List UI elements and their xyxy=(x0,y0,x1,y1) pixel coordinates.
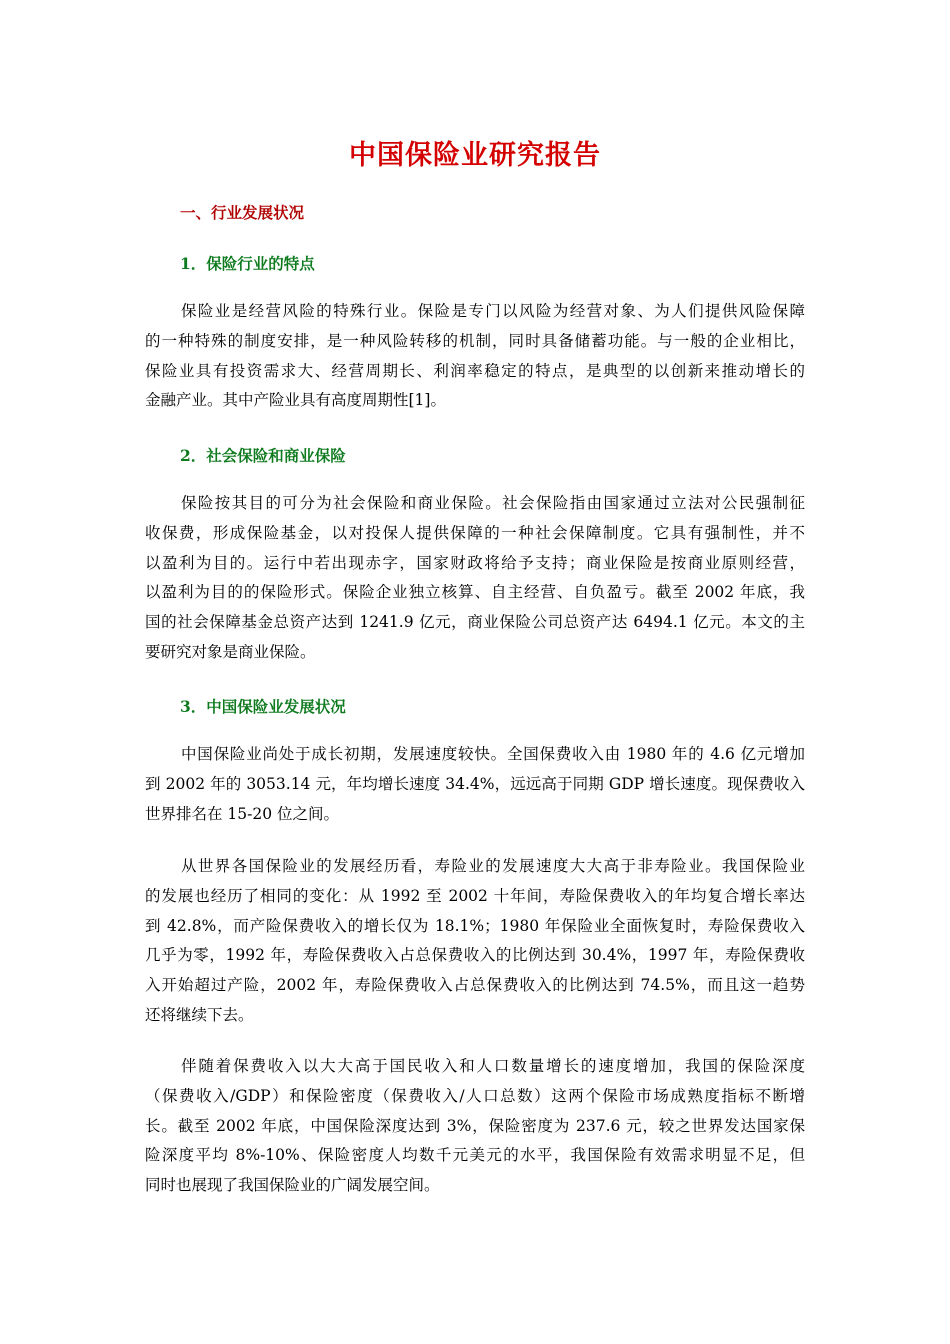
paragraph-line: 从世界各国保险业的发展经历看，寿险业的发展速度大大高于非寿险业。我国保险业 xyxy=(181,857,805,875)
paragraph-line: 还将继续下去。 xyxy=(145,1005,254,1024)
paragraph xyxy=(145,852,805,1031)
paragraph-line: 伴随着保费收入以大大高于国民收入和人口数量增长的速度增加，我国的保险深度 xyxy=(181,1057,805,1075)
paragraph-line: 入开始超过产险，2002 年，寿险保费收入占总保费收入的比例达到 74.5%，而且这一趋势 xyxy=(145,976,805,995)
document-title: 中国保险业研究报告 xyxy=(349,140,601,171)
paragraph-line: 世界排名在 15-20 位之间。 xyxy=(145,804,340,823)
paragraph xyxy=(145,1052,805,1201)
paragraph-line: 收保费，形成保险基金，以对投保人提供保障的一种社会保障制度。它具有强制性，并不 xyxy=(145,523,805,542)
paragraph-line: 险深度平均 8%-10%、保险密度人均数千元美元的水平，我国保险有效需求明显不足，但 xyxy=(145,1146,805,1165)
subsection-heading: 1．保险行业的特点 xyxy=(180,254,315,273)
paragraph-line: 以盈利为目的的保险形式。保险企业独立核算、自主经营、自负盈亏。截至 2002 年底，我 xyxy=(145,583,805,602)
paragraph xyxy=(145,297,805,416)
paragraph-line: 的发展也经历了相同的变化：从 1992 至 2002 十年间，寿险保费收入的年均复合增长率达 xyxy=(145,886,805,905)
paragraph-line: 以盈利为目的。运行中若出现赤字，国家财政将给予支持；商业保险是按商业原则经营， xyxy=(145,553,805,572)
paragraph xyxy=(145,740,805,829)
subsection-heading: 3．中国保险业发展状况 xyxy=(180,697,346,716)
paragraph-line: 要研究对象是商业保险。 xyxy=(145,642,316,661)
paragraph-line: 保险业具有投资需求大、经营周期长、利润率稳定的特点，是典型的以创新来推动增长的 xyxy=(145,361,805,380)
paragraph-line: 金融产业。其中产险业具有高度周期性[1]。 xyxy=(145,391,446,410)
paragraph-line: 长。截至 2002 年底，中国保险深度达到 3%，保险密度为 237.6 元，较之世界发达国家保 xyxy=(145,1116,805,1135)
paragraph-line: 到 2002 年的 3053.14 元，年均增长速度 34.4%，远远高于同期 GDP 增长速度。现保费收入 xyxy=(145,774,805,793)
paragraph-line: （保费收入/GDP）和保险密度（保费收入/人口总数）这两个保险市场成熟度指标不断增 xyxy=(145,1086,805,1105)
paragraph-line: 同时也展现了我国保险业的广阔发展空间。 xyxy=(145,1176,440,1195)
subsection-heading: 2．社会保险和商业保险 xyxy=(180,446,346,465)
paragraph-line: 国的社会保障基金总资产达到 1241.9 亿元，商业保险公司总资产达 6494.1 亿元。本文的主 xyxy=(145,613,805,632)
paragraph-line: 几乎为零，1992 年，寿险保费收入占总保费收入的比例达到 30.4%，1997 年，寿险保费收 xyxy=(145,946,805,965)
paragraph-line: 的一种特殊的制度安排，是一种风险转移的机制，同时具备储蓄功能。与一般的企业相比， xyxy=(145,331,805,350)
paragraph-line: 到 42.8%，而产险保费收入的增长仅为 18.1%；1980 年保险业全面恢复时，寿险保费收入 xyxy=(145,916,805,935)
paragraph-line: 中国保险业尚处于成长初期，发展速度较快。全国保费收入由 1980 年的 4.6 亿元增加 xyxy=(181,745,805,763)
section-heading: 一、行业发展状况 xyxy=(180,203,305,222)
paragraph-line: 保险按其目的可分为社会保险和商业保险。社会保险指由国家通过立法对公民强制征 xyxy=(181,494,805,512)
paragraph xyxy=(145,489,805,668)
paragraph-line: 保险业是经营风险的特殊行业。保险是专门以风险为经营对象、为人们提供风险保障 xyxy=(181,302,805,320)
